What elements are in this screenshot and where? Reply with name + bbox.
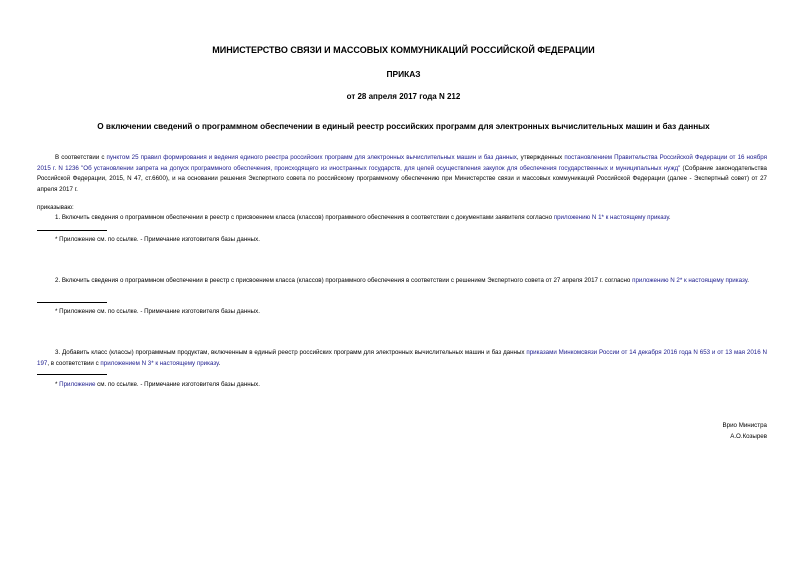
item-3-text-1: 3. Добавить класс (классы) программным продуктам, включенным в единый реестр российских программ для электронных вычислительных машин и баз данных (55, 349, 527, 356)
rules-clause-25-link[interactable]: пунктом 25 правил формирования и ведения единого реестра российских программ для электронных вычислительных машин и баз данных (106, 154, 517, 161)
government-decree-1236-link[interactable]: постановлением Правительства Российской Федерации от 16 ноября 2015 г. N 1236 "Об установлении запрета на допуск программного обеспечения, происходящего из иностранных государств, для целей осуществления закупок для обеспечения государственных и муниципальных нужд" (37, 154, 767, 172)
item-1-end: . (668, 214, 671, 221)
appendix-2-link[interactable]: приложению N 2* к настоящему приказу (632, 277, 748, 284)
item-2-paragraph (37, 276, 767, 287)
item-2-text: 2. Включить сведения о программном обеспечении в реестр с присвоением класса (классов) программного обеспечения в соответствии с решением Экспертного совета от 27 апреля 2017 г. согласно (55, 277, 633, 284)
appendix-1-link[interactable]: приложению N 1* к настоящему приказу (553, 214, 669, 221)
footnote-3 (55, 380, 260, 389)
footnote-divider-1 (37, 230, 107, 231)
ministry-orders-link[interactable]: приказами Минкомсвязи России от 14 декабря 2016 года N 653 и от 13 мая 2016 N 197 (37, 349, 767, 367)
signatory-position: Врио Министра (722, 422, 767, 429)
footnote-3-appendix-link[interactable]: Приложение (59, 381, 96, 388)
item-3-text-2: , в соответствии с (47, 359, 101, 367)
item-2-end: . (747, 277, 749, 284)
intro-text-1: В соответствии с (55, 154, 107, 161)
footnote-divider-3 (37, 374, 107, 375)
intro-text-3: (Собрание законодательства Российской Федерации, 2015, N 47, ст.6600), и на основании решения Экспертного совета по российскому программному обеспечению при Министерстве связи и массовых коммуникаций Российской Федерации (далее - Экспертный совет) от 27 апреля 2017 г. (37, 164, 767, 193)
footnote-3-star: * (55, 381, 60, 388)
item-3-end: . (218, 359, 221, 367)
footnote-1: * Приложение см. по ссылке. - Примечание изготовителя базы данных. (55, 236, 260, 243)
appendix-3-link[interactable]: приложением N 3* к настоящему приказу (100, 359, 219, 367)
footnote-divider-2 (37, 302, 107, 303)
date-number-heading: от 28 апреля 2017 года N 212 (346, 92, 461, 101)
item-3-paragraph (37, 348, 767, 369)
item-1-paragraph (37, 213, 767, 224)
intro-text-2: , утвержденных (516, 154, 565, 161)
footnote-3-rest: см. по ссылке. - Примечание изготовителя базы данных. (95, 381, 260, 388)
ministry-heading: МИНИСТЕРСТВО СВЯЗИ И МАССОВЫХ КОММУНИКАЦИЙ РОССИЙСКОЙ ФЕДЕРАЦИИ (212, 45, 595, 55)
document-title: О включении сведений о программном обеспечении в единый реестр российских программ для электронных вычислительных машин и баз данных (97, 122, 710, 131)
intro-paragraph (37, 153, 767, 195)
prikazyvayu-text: приказываю: (37, 204, 74, 211)
footnote-2: * Приложение см. по ссылке. - Примечание изготовителя базы данных. (55, 308, 260, 315)
signatory-name: А.О.Козырев (730, 433, 767, 440)
doc-type-heading: ПРИКАЗ (386, 69, 421, 79)
item-1-text: 1. Включить сведения о программном обеспечении в реестр с присвоением класса (классов) программного обеспечения в соответствии с документами заявителя согласно (55, 214, 554, 221)
